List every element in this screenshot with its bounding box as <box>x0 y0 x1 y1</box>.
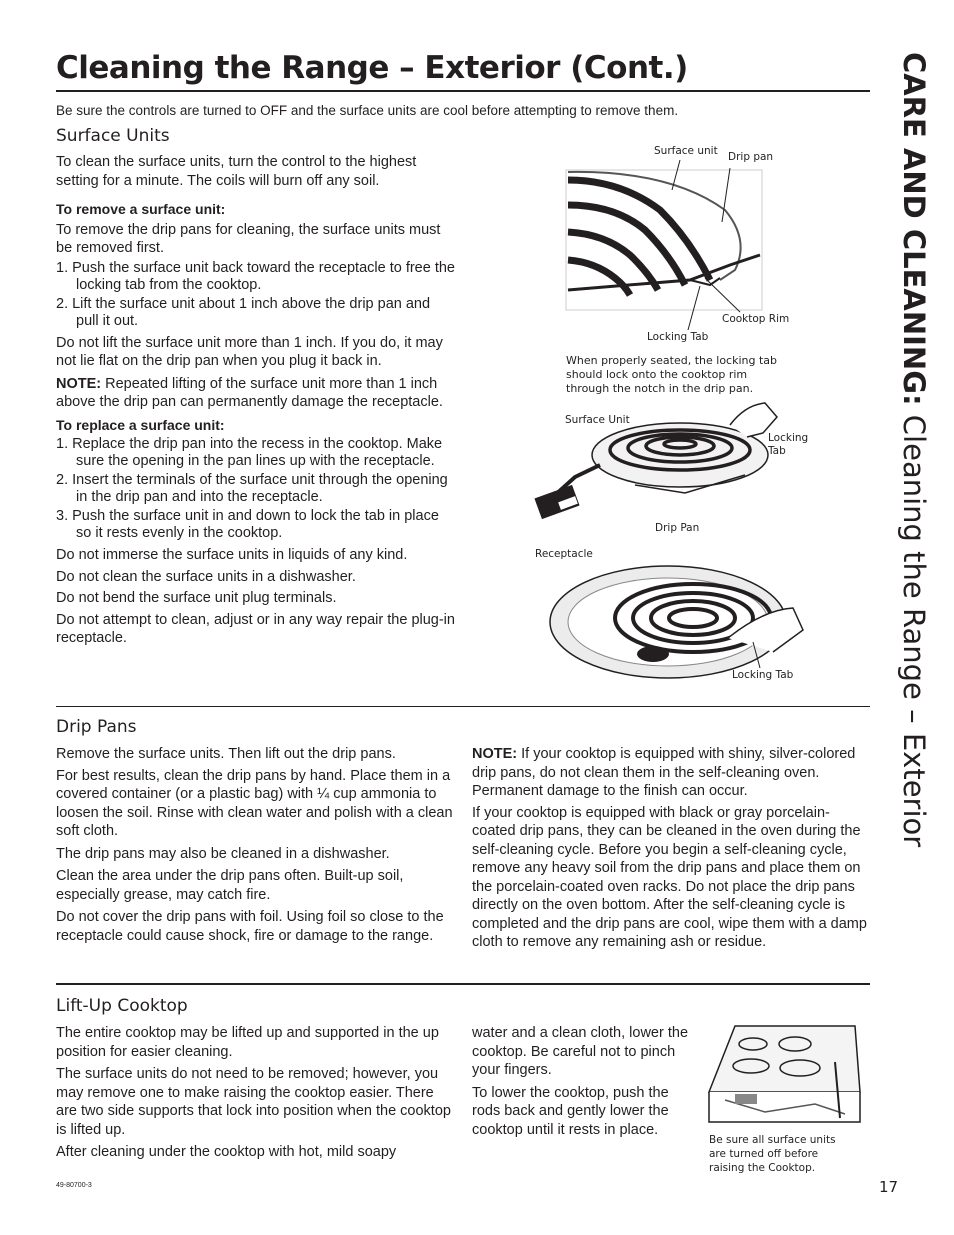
drip-pan-locking-tab-illustration <box>548 560 808 680</box>
drip-pans-paragraph: Remove the surface units. Then lift out the drip pans. <box>56 746 396 762</box>
side-tab-text <box>897 52 931 847</box>
fig3-label-locking-tab: Locking Tab <box>732 669 794 681</box>
drip-pans-paragraph: The drip pans may also be cleaned in a dishwasher. <box>56 845 390 862</box>
dont-item: Do not bend the surface unit plug terminals. <box>56 590 337 606</box>
remove-step: 2. Lift the surface unit about 1 inch above the drip pan and pull it out. <box>56 295 431 329</box>
drip-pans-paragraph: Do not cover the drip pans with foil. Using foil so close to the receptacle could cause shock, fire or damage to the range. <box>56 909 444 944</box>
side-tab <box>884 52 944 848</box>
surface-units-p1: To clean the surface units, turn the control to the highest setting for a minute. The coils will burn off any soil. <box>56 154 417 189</box>
fig1-label-surface-unit: Surface unit <box>654 145 718 157</box>
side-tab-normal: Cleaning the Range – Exterior <box>897 405 931 848</box>
replace-step: 1. Replace the drip pan into the recess in the cooktop. Make sure the opening in the pan lines up with the receptacle. <box>56 436 443 469</box>
fig2-label-receptacle: Receptacle <box>535 548 593 560</box>
remove-heading: To remove a surface unit: <box>56 201 226 217</box>
dont-item: Do not clean the surface units in a dishwasher. <box>56 568 356 585</box>
fig1-label-cooktop-rim: Cooktop Rim <box>722 313 790 325</box>
lift-up-cooktop-illustration <box>705 1022 865 1130</box>
title-rule <box>56 90 870 92</box>
drip-pans-note-label: NOTE: <box>472 746 518 762</box>
fig1-label-drip-pan: Drip pan <box>728 151 774 163</box>
intro-text: Be sure the controls are turned to OFF and the surface units are cool before attempting to remove them. <box>56 103 679 118</box>
document-number: 49-80700-3 <box>56 1182 92 1189</box>
section-heading-surface-units: Surface Units <box>56 126 170 146</box>
lift-up-paragraph: water and a clean cloth, lower the cooktop. Be careful not to pinch your fingers. <box>472 1025 689 1078</box>
lift-up-paragraph: To lower the cooktop, push the rods back and gently lower the cooktop until it rests in place. <box>472 1084 669 1138</box>
lift-warning: Do not lift the surface unit more than 1 inch. If you do, it may not lie flat on the drip pan when you plug it back in. <box>56 334 443 369</box>
section-heading-lift-up-cooktop: Lift-Up Cooktop <box>56 996 188 1016</box>
drip-pans-paragraph: For best results, clean the drip pans by hand. Place them in a covered container (or a plastic bag) with ¼ cup ammonia to loosen the soil. Rinse with clean water and polish with a clean soft cloth. <box>56 767 453 839</box>
remove-intro: To remove the drip pans for cleaning, the surface units must be removed first. <box>56 221 441 256</box>
remove-step: 1. Push the surface unit back toward the receptacle to free the locking tab from the cooktop. <box>56 259 455 293</box>
page-title: Cleaning the Range – Exterior (Cont.) <box>56 50 688 86</box>
side-tab-bold: CARE AND CLEANING: <box>897 52 931 406</box>
drip-pans-left <box>56 745 456 945</box>
fig2-label-locking-tab: Locking Tab <box>768 432 809 457</box>
drip-pans-paragraph: If your cooktop is equipped with black or gray porcelain-coated drip pans, they can be cleaned in the oven during the self-cleaning cycle. Before you begin a self-cleaning cycle, remove any heavy soil from the drip pans and place them on the porcelain-coated oven racks. Do not place the drip pans directly on the oven bottom. After the self-cleaning cycle is completed and the drip pans are cool, wipe them with a damp cloth to remove any remaining ash or residue. <box>472 804 867 950</box>
lift-up-mid <box>472 1024 692 1139</box>
page-number: 17 <box>879 1178 899 1196</box>
lift-up-paragraph: After cleaning under the cooktop with hot, mild soapy <box>56 1144 397 1160</box>
lift-up-left <box>56 1024 456 1162</box>
lift-up-paragraph: The surface units do not need to be removed; however, you may remove one to make raising the cooktop easier. There are two side supports that lock into position when the cooktop is lifted up. <box>56 1066 451 1138</box>
drip-pans-right <box>472 745 870 952</box>
dont-item: Do not immerse the surface units in liquids of any kind. <box>56 547 408 563</box>
lift-up-caption: Be sure all surface units are turned off before raising the Cooktop. <box>709 1134 836 1174</box>
surface-units-text <box>56 153 456 648</box>
lift-up-paragraph: The entire cooktop may be lifted up and supported in the up position for easier cleaning. <box>56 1025 439 1060</box>
drip-pans-paragraph: Clean the area under the drip pans often. Built-up soil, especially grease, may catch fire. <box>56 868 404 903</box>
replace-step: 3. Push the surface unit in and down to lock the tab in place so it rests evenly in the cooktop. <box>56 508 439 541</box>
fig2-label-surface-unit: Surface Unit <box>565 414 630 426</box>
drip-pans-note-text: If your cooktop is equipped with shiny, silver-colored drip pans, do not clean them in the self-cleaning oven. Permanent damage to the finish can occur. <box>472 746 856 799</box>
replace-heading: To replace a surface unit: <box>56 416 225 433</box>
note-text: Repeated lifting of the surface unit more than 1 inch above the drip pan can permanently damage the receptacle. <box>56 375 443 410</box>
fig1-label-locking-tab: Locking Tab <box>647 331 709 343</box>
fig2-label-drip-pan: Drip Pan <box>655 522 700 534</box>
section-heading-drip-pans: Drip Pans <box>56 717 137 737</box>
note-label: NOTE: <box>56 375 102 392</box>
drip-pans-note <box>472 745 870 801</box>
fig1-caption: When properly seated, the locking tab should lock onto the cooktop rim through the notch in the drip pan. <box>566 354 778 395</box>
section-divider <box>56 706 870 707</box>
surface-unit-receptacle-illustration <box>515 395 785 545</box>
replace-step: 2. Insert the terminals of the surface unit through the opening in the drip pan and into the receptacle. <box>56 472 448 505</box>
note <box>56 375 456 412</box>
section-divider <box>56 983 870 985</box>
dont-item: Do not attempt to clean, adjust or in any way repair the plug-in receptacle. <box>56 611 455 646</box>
